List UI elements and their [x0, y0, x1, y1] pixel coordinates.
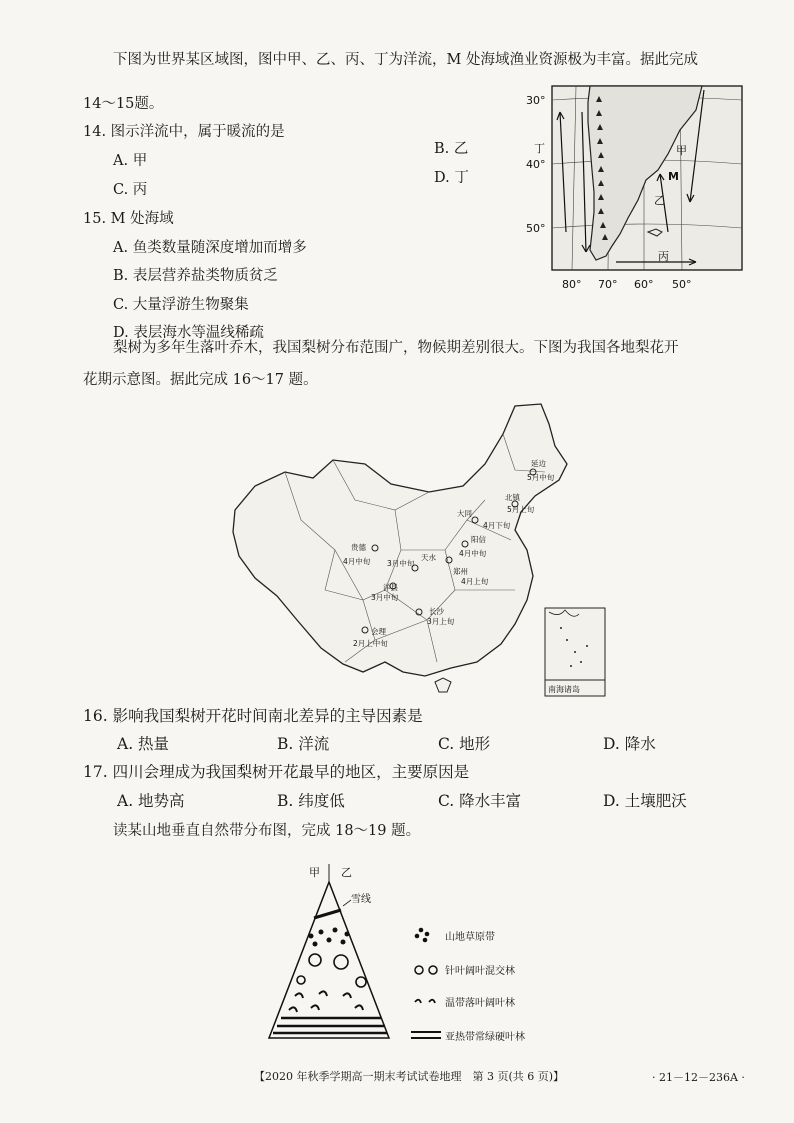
intro-3: 读某山地垂直自然带分布图，完成 18～19 题。 — [113, 823, 421, 839]
question-15-option-c: C. 大量浮游生物聚集 — [113, 297, 249, 313]
current-label-ding: 丁 — [534, 142, 545, 155]
m-label: M — [668, 170, 679, 183]
date-datong: 4月下旬 — [483, 521, 511, 530]
date-zhengzhou: 4月上旬 — [461, 577, 489, 586]
question-16-option-c: C. 地形 — [438, 735, 491, 753]
question-17-stem: 17. 四川会理成为我国梨树开花最早的地区，主要原因是 — [83, 763, 470, 781]
date-beizhen: 5月上旬 — [507, 505, 535, 514]
date-yanbian: 5月中旬 — [527, 473, 555, 482]
question-17-option-d: D. 土壤肥沃 — [603, 792, 687, 810]
side-b-label: 乙 — [341, 866, 352, 879]
current-label-bing: 丙 — [658, 250, 669, 263]
question-14-stem: 14. 图示洋流中，属于暖流的是 — [83, 124, 285, 140]
footer-title: 【2020 年秋季学期高一期末考试试卷地理 第 3 页(共 6 页)】 — [254, 1070, 565, 1083]
question-15-stem: 15. M 处海域 — [83, 211, 174, 227]
question-16-option-d: D. 降水 — [603, 735, 656, 753]
place-changsha: 长沙 — [429, 607, 444, 616]
lon-label-70: 70° — [598, 278, 618, 291]
question-14-option-d: D. 丁 — [434, 170, 469, 186]
place-yanbian: 延边 — [531, 459, 546, 468]
question-14-option-a: A. 甲 — [113, 153, 148, 169]
question-16-stem: 16. 影响我国梨树开花时间南北差异的主导因素是 — [83, 707, 423, 725]
place-yangxian: 洋县 — [383, 583, 398, 592]
ocean-current-map — [520, 82, 750, 294]
lat-label-50: 50° — [526, 222, 546, 235]
lat-label-40: 40° — [526, 158, 546, 171]
mountain-zonation-diagram — [255, 858, 575, 1048]
legend-deciduous-forest: 温带落叶阔叶林 — [445, 998, 515, 1009]
question-17-option-a: A. 地势高 — [117, 792, 185, 810]
lon-label-50: 50° — [672, 278, 692, 291]
date-guide: 4月中旬 — [343, 557, 371, 566]
footer-code: · 21－12－236A · — [652, 1071, 745, 1084]
intro-line-1: 下图为世界某区域图，图中甲、乙、丙、丁为洋流，M 处海域渔业资源极为丰富。据此完成 — [113, 52, 698, 68]
question-15-option-d: D. 表层海水等温线稀疏 — [113, 325, 264, 341]
question-16-option-b: B. 洋流 — [277, 735, 330, 753]
question-15-option-b: B. 表层营养盐类物质贫乏 — [113, 268, 278, 284]
question-15-option-a: A. 鱼类数量随深度增加而增多 — [113, 240, 307, 256]
place-beizhen: 北镇 — [505, 493, 520, 502]
place-yangxin: 阳信 — [471, 535, 486, 544]
date-huili: 2月上中旬 — [353, 639, 388, 648]
intro-2-line-1: 梨树为多年生落叶乔木，我国梨树分布范围广，物候期差别很大。下图为我国各地梨花开 — [113, 340, 679, 356]
place-guide: 贵德 — [351, 543, 366, 552]
lon-label-80: 80° — [562, 278, 582, 291]
intro-2-line-2: 花期示意图。据此完成 16～17 题。 — [83, 372, 318, 388]
intro-line-2: 14～15题。 — [83, 96, 164, 112]
current-label-jia: 甲 — [676, 144, 687, 157]
place-zhengzhou: 郑州 — [453, 567, 468, 576]
legend-grassland: 山地草原带 — [445, 932, 495, 943]
question-14-option-b: B. 乙 — [434, 141, 469, 157]
place-tianshui: 天水 — [421, 553, 436, 562]
date-yangxin: 4月中旬 — [459, 549, 487, 558]
question-16-option-a: A. 热量 — [117, 735, 170, 753]
china-pear-blossom-map — [215, 400, 615, 700]
snow-line-label: 雪线 — [351, 894, 371, 905]
current-label-yi: 乙 — [654, 194, 665, 207]
legend-sclerophyll-forest: 亚热带常绿硬叶林 — [445, 1032, 525, 1043]
date-yangxian: 3月中旬 — [371, 593, 399, 602]
place-huili: 会理 — [371, 627, 386, 636]
question-17-option-c: C. 降水丰富 — [438, 792, 522, 810]
place-datong: 大同 — [457, 509, 472, 518]
legend-mixed-forest: 针叶阔叶混交林 — [445, 966, 515, 977]
lat-label-30: 30° — [526, 94, 546, 107]
side-a-label: 甲 — [309, 866, 320, 879]
question-17-option-b: B. 纬度低 — [277, 792, 345, 810]
inset-label: 南海诸岛 — [548, 685, 580, 694]
question-14-option-c: C. 丙 — [113, 182, 148, 198]
date-changsha: 3月上旬 — [427, 617, 455, 626]
lon-label-60: 60° — [634, 278, 654, 291]
date-tianshui: 3月中旬 — [387, 559, 415, 568]
